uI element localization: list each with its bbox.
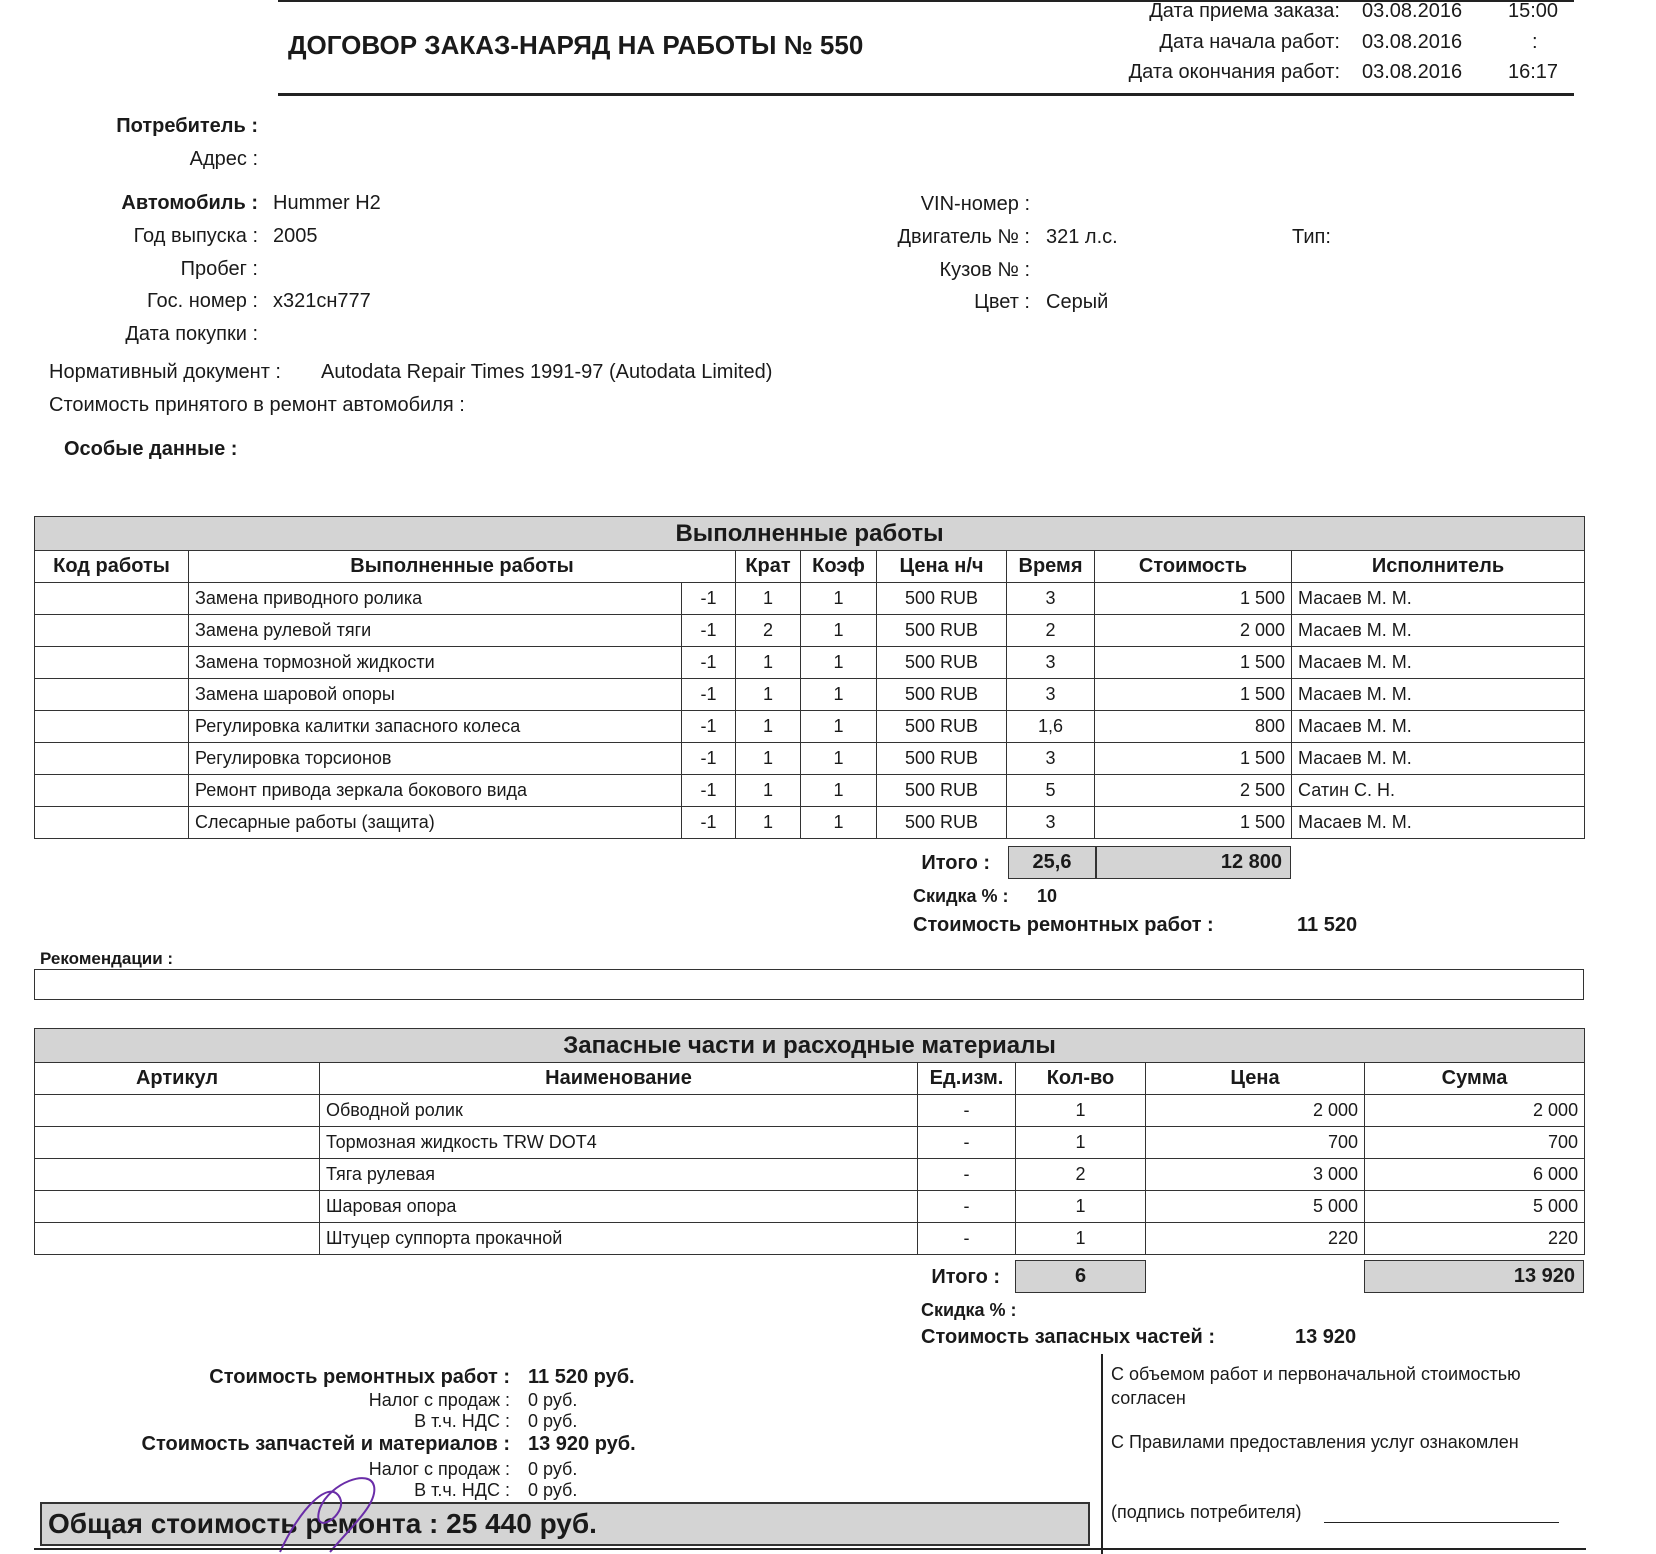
part-unit: - xyxy=(918,1191,1016,1223)
work-code xyxy=(35,807,189,839)
repair-cost-value: 11 520 xyxy=(1297,914,1358,936)
part-article xyxy=(35,1159,320,1191)
work-time: 3 xyxy=(1007,743,1095,775)
repair-cost-label: Стоимость ремонтных работ : xyxy=(913,914,1214,936)
work-koef: 1 xyxy=(801,679,877,711)
work-price: 500 RUB xyxy=(877,775,1007,807)
table-row xyxy=(35,647,1585,679)
part-sum: 6 000 xyxy=(1365,1159,1585,1191)
work-koef: 1 xyxy=(801,583,877,615)
table-row xyxy=(35,1223,1585,1255)
work-cost: 1 500 xyxy=(1095,583,1292,615)
work-flag: -1 xyxy=(682,807,736,839)
plate-value: х321сн777 xyxy=(273,290,371,312)
part-name: Штуцер суппорта прокачной xyxy=(320,1223,918,1255)
works-total-cost: 12 800 xyxy=(1096,846,1291,879)
work-price: 500 RUB xyxy=(877,583,1007,615)
agreement-line1: С объемом работ и первоначальной стоимостью xyxy=(1111,1364,1521,1384)
work-executor: Масаев М. М. xyxy=(1292,743,1585,775)
part-sum: 220 xyxy=(1365,1223,1585,1255)
work-name: Замена приводного ролика xyxy=(189,583,682,615)
part-unit: - xyxy=(918,1223,1016,1255)
parts-total-qty: 6 xyxy=(1015,1260,1146,1293)
parts-total-sum: 13 920 xyxy=(1364,1260,1584,1293)
works-discount-label: Скидка % : xyxy=(913,886,1009,906)
date-received-label: Дата приема заказа: xyxy=(1149,0,1340,22)
work-flag: -1 xyxy=(682,711,736,743)
work-time: 1,6 xyxy=(1007,711,1095,743)
col-time: Время xyxy=(1007,551,1095,583)
table-row xyxy=(35,1127,1585,1159)
col-part-price: Цена xyxy=(1146,1063,1365,1095)
work-cost: 1 500 xyxy=(1095,679,1292,711)
table-row xyxy=(35,743,1585,775)
work-koef: 1 xyxy=(801,743,877,775)
work-time: 2 xyxy=(1007,615,1095,647)
work-krat: 1 xyxy=(736,711,801,743)
work-name: Регулировка калитки запасного колеса xyxy=(189,711,682,743)
parts-discount-label: Скидка % : xyxy=(921,1300,1017,1320)
work-code xyxy=(35,647,189,679)
work-krat: 1 xyxy=(736,679,801,711)
part-price: 5 000 xyxy=(1146,1191,1365,1223)
table-row xyxy=(35,1159,1585,1191)
part-price: 3 000 xyxy=(1146,1159,1365,1191)
normative-label: Нормативный документ : xyxy=(49,361,281,383)
signature-scribble xyxy=(270,1468,400,1554)
part-unit: - xyxy=(918,1159,1016,1191)
part-sum: 5 000 xyxy=(1365,1191,1585,1223)
table-row xyxy=(35,615,1585,647)
work-name: Слесарные работы (защита) xyxy=(189,807,682,839)
work-name: Замена шаровой опоры xyxy=(189,679,682,711)
work-krat: 1 xyxy=(736,583,801,615)
part-article xyxy=(35,1191,320,1223)
col-cost: Стоимость xyxy=(1095,551,1292,583)
part-price: 700 xyxy=(1146,1127,1365,1159)
work-time: 5 xyxy=(1007,775,1095,807)
recommendations-box xyxy=(34,969,1584,1000)
col-work-name: Выполненные работы xyxy=(189,551,736,583)
col-sum: Сумма xyxy=(1365,1063,1585,1095)
car-cost-label: Стоимость принятого в ремонт автомобиля : xyxy=(49,394,465,416)
work-flag: -1 xyxy=(682,583,736,615)
work-code xyxy=(35,583,189,615)
car-value: Hummer H2 xyxy=(273,192,381,214)
summary-tax1-value: 0 руб. xyxy=(528,1390,578,1410)
plate-label: Гос. номер : xyxy=(146,290,258,312)
summary-vat2-label: В т.ч. НДС : xyxy=(414,1480,510,1500)
work-time: 3 xyxy=(1007,807,1095,839)
year-label: Год выпуска : xyxy=(133,225,258,247)
table-row xyxy=(35,583,1585,615)
part-unit: - xyxy=(918,1095,1016,1127)
work-krat: 1 xyxy=(736,647,801,679)
work-krat: 1 xyxy=(736,807,801,839)
work-flag: -1 xyxy=(682,615,736,647)
part-name: Шаровая опора xyxy=(320,1191,918,1223)
signature-label: (подпись потребителя) xyxy=(1111,1502,1302,1522)
part-name: Тяга рулевая xyxy=(320,1159,918,1191)
work-code xyxy=(35,743,189,775)
time-end-value: 16:17 xyxy=(1508,61,1559,83)
part-article xyxy=(35,1127,320,1159)
work-cost: 1 500 xyxy=(1095,743,1292,775)
work-price: 500 RUB xyxy=(877,711,1007,743)
work-executor: Масаев М. М. xyxy=(1292,679,1585,711)
work-koef: 1 xyxy=(801,711,877,743)
work-time: 3 xyxy=(1007,583,1095,615)
work-koef: 1 xyxy=(801,615,877,647)
summary-vat1-label: В т.ч. НДС : xyxy=(414,1411,510,1431)
work-cost: 1 500 xyxy=(1095,807,1292,839)
special-data-label: Особые данные : xyxy=(64,438,238,460)
work-cost: 2 500 xyxy=(1095,775,1292,807)
work-price: 500 RUB xyxy=(877,615,1007,647)
color-label: Цвет : xyxy=(974,291,1030,313)
part-qty: 1 xyxy=(1016,1191,1146,1223)
table-row xyxy=(35,711,1585,743)
col-price: Цена н/ч xyxy=(877,551,1007,583)
part-sum: 2 000 xyxy=(1365,1095,1585,1127)
vin-label: VIN-номер : xyxy=(920,193,1030,215)
work-executor: Масаев М. М. xyxy=(1292,615,1585,647)
work-executor: Масаев М. М. xyxy=(1292,647,1585,679)
car-label: Автомобиль : xyxy=(121,192,258,214)
recommendations-label: Рекомендации : xyxy=(40,949,174,968)
work-cost: 800 xyxy=(1095,711,1292,743)
agreement-line2: согласен xyxy=(1111,1388,1186,1408)
work-price: 500 RUB xyxy=(877,743,1007,775)
agreement-line3: С Правилами предоставления услуг ознакомлен xyxy=(1111,1432,1519,1452)
work-krat: 1 xyxy=(736,775,801,807)
normative-value: Autodata Repair Times 1991-97 (Autodata Limited) xyxy=(321,361,773,383)
work-flag: -1 xyxy=(682,647,736,679)
col-krat: Крат xyxy=(736,551,801,583)
summary-repair-value: 11 520 руб. xyxy=(528,1366,635,1388)
parts-table xyxy=(34,1028,1585,1255)
year-value: 2005 xyxy=(273,225,318,247)
summary-tax2-value: 0 руб. xyxy=(528,1459,578,1479)
body-label: Кузов № : xyxy=(939,259,1030,281)
work-code xyxy=(35,711,189,743)
type-label: Тип: xyxy=(1292,226,1331,248)
work-code xyxy=(35,679,189,711)
part-qty: 1 xyxy=(1016,1223,1146,1255)
work-code xyxy=(35,775,189,807)
works-table xyxy=(34,516,1585,839)
date-start-value: 03.08.2016 xyxy=(1362,31,1463,53)
works-total-time: 25,6 xyxy=(1008,846,1096,879)
col-qty: Кол-во xyxy=(1016,1063,1146,1095)
col-unit: Ед.изм. xyxy=(918,1063,1016,1095)
works-discount-value: 10 xyxy=(1037,886,1058,906)
date-received-value: 03.08.2016 xyxy=(1362,0,1463,22)
purchase-date-label: Дата покупки : xyxy=(125,323,258,345)
date-start-label: Дата начала работ: xyxy=(1159,31,1340,53)
work-flag: -1 xyxy=(682,775,736,807)
part-name: Обводной ролик xyxy=(320,1095,918,1127)
date-end-label: Дата окончания работ: xyxy=(1128,61,1340,83)
work-executor: Сатин С. Н. xyxy=(1292,775,1585,807)
part-article xyxy=(35,1095,320,1127)
part-qty: 1 xyxy=(1016,1095,1146,1127)
work-koef: 1 xyxy=(801,647,877,679)
work-koef: 1 xyxy=(801,775,877,807)
work-name: Ремонт привода зеркала бокового вида xyxy=(189,775,682,807)
document-title: ДОГОВОР ЗАКАЗ-НАРЯД НА РАБОТЫ № 550 xyxy=(288,30,864,60)
work-time: 3 xyxy=(1007,647,1095,679)
time-received-value: 15:00 xyxy=(1508,0,1559,22)
summary-repair-label: Стоимость ремонтных работ : xyxy=(209,1366,510,1388)
summary-parts-value: 13 920 руб. xyxy=(528,1433,636,1455)
work-executor: Масаев М. М. xyxy=(1292,583,1585,615)
col-part-name: Наименование xyxy=(320,1063,918,1095)
parts-banner: Запасные части и расходные материалы xyxy=(35,1029,1585,1063)
parts-total-label: Итого : xyxy=(931,1266,1000,1288)
work-name: Замена рулевой тяги xyxy=(189,615,682,647)
engine-value: 321 л.с. xyxy=(1046,226,1118,248)
parts-cost-value: 13 920 xyxy=(1295,1326,1357,1348)
work-flag: -1 xyxy=(682,743,736,775)
part-price: 220 xyxy=(1146,1223,1365,1255)
work-krat: 1 xyxy=(736,743,801,775)
parts-cost-label: Стоимость запасных частей : xyxy=(921,1326,1215,1348)
work-name: Замена тормозной жидкости xyxy=(189,647,682,679)
part-qty: 1 xyxy=(1016,1127,1146,1159)
work-name: Регулировка торсионов xyxy=(189,743,682,775)
work-price: 500 RUB xyxy=(877,647,1007,679)
work-krat: 2 xyxy=(736,615,801,647)
work-executor: Масаев М. М. xyxy=(1292,807,1585,839)
part-qty: 2 xyxy=(1016,1159,1146,1191)
summary-tax2-label: Налог с продаж : xyxy=(368,1459,510,1479)
col-article: Артикул xyxy=(35,1063,320,1095)
work-price: 500 RUB xyxy=(877,679,1007,711)
work-cost: 1 500 xyxy=(1095,647,1292,679)
summary-parts-label: Стоимость запчастей и материалов : xyxy=(141,1433,510,1455)
works-banner: Выполненные работы xyxy=(35,517,1585,551)
engine-label: Двигатель № : xyxy=(897,226,1030,248)
part-sum: 700 xyxy=(1365,1127,1585,1159)
part-article xyxy=(35,1223,320,1255)
time-start-value: : xyxy=(1532,31,1538,53)
signature-line xyxy=(1324,1522,1559,1523)
summary-tax1-label: Налог с продаж : xyxy=(368,1390,510,1410)
address-label: Адрес : xyxy=(189,148,258,170)
consumer-label: Потребитель : xyxy=(116,115,258,137)
work-cost: 2 000 xyxy=(1095,615,1292,647)
table-row xyxy=(35,1095,1585,1127)
color-value: Серый xyxy=(1046,291,1109,313)
work-koef: 1 xyxy=(801,807,877,839)
col-executor: Исполнитель xyxy=(1292,551,1585,583)
work-time: 3 xyxy=(1007,679,1095,711)
part-unit: - xyxy=(918,1127,1016,1159)
part-price: 2 000 xyxy=(1146,1095,1365,1127)
col-koef: Коэф xyxy=(801,551,877,583)
table-row xyxy=(35,775,1585,807)
work-price: 500 RUB xyxy=(877,807,1007,839)
summary-vat2-value: 0 руб. xyxy=(528,1480,578,1500)
mileage-label: Пробег : xyxy=(180,258,258,280)
table-row xyxy=(35,807,1585,839)
table-row xyxy=(35,1191,1585,1223)
work-executor: Масаев М. М. xyxy=(1292,711,1585,743)
date-end-value: 03.08.2016 xyxy=(1362,61,1463,83)
part-name: Тормозная жидкость TRW DOT4 xyxy=(320,1127,918,1159)
work-code xyxy=(35,615,189,647)
works-total-label: Итого : xyxy=(921,852,990,874)
grand-total: Общая стоимость ремонта : 25 440 руб. xyxy=(40,1502,1090,1546)
summary-vat1-value: 0 руб. xyxy=(528,1411,578,1431)
work-flag: -1 xyxy=(682,679,736,711)
col-code: Код работы xyxy=(35,551,189,583)
table-row xyxy=(35,679,1585,711)
